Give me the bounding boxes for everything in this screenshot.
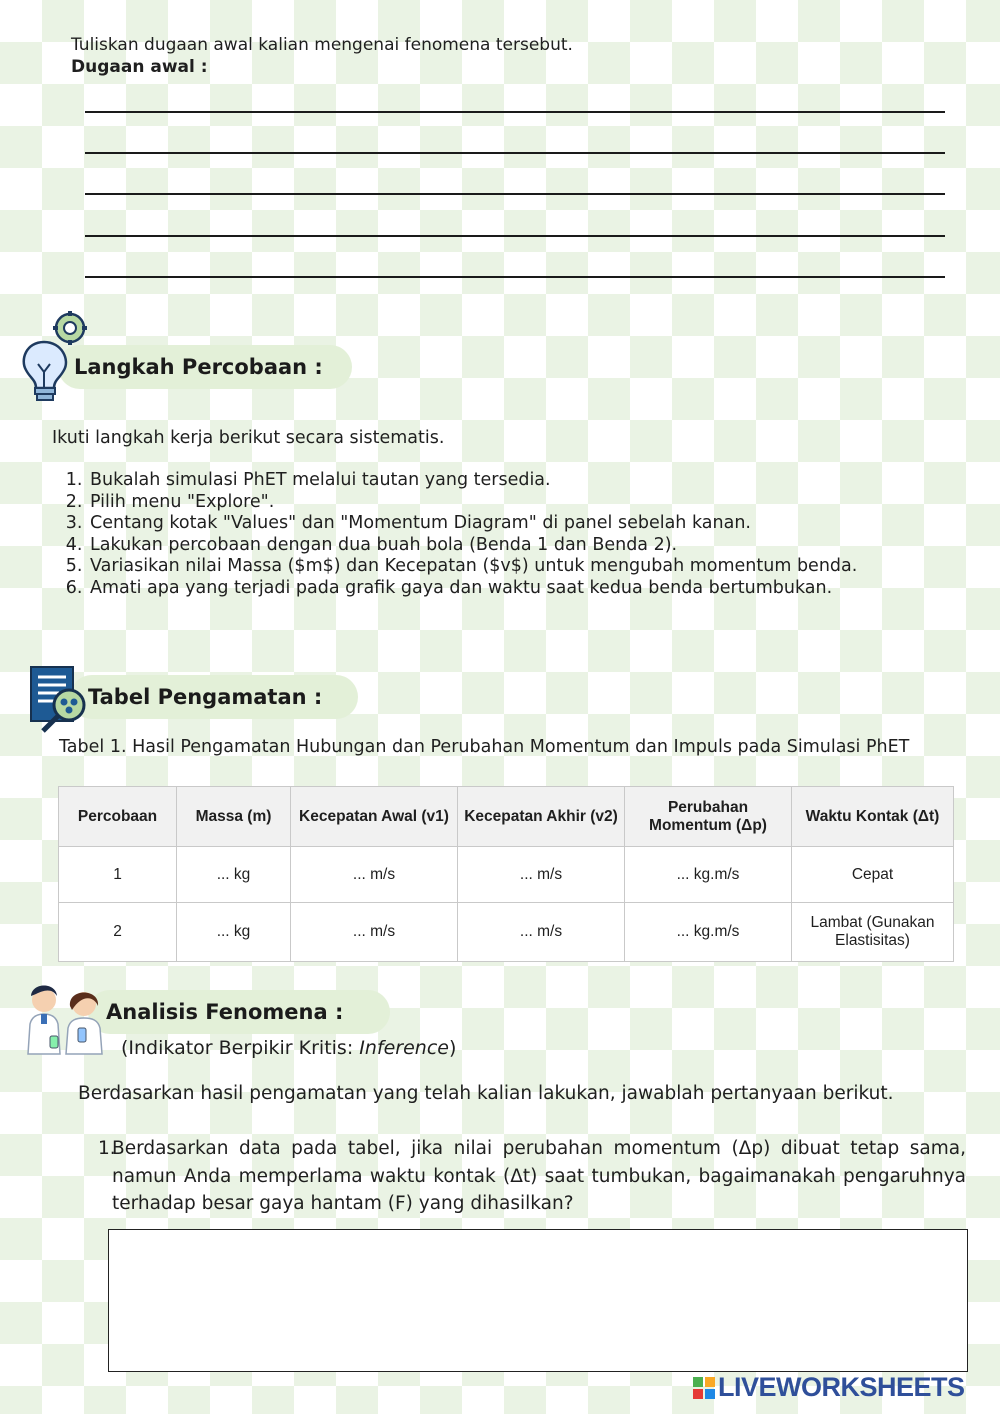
- table-cell: 1: [59, 847, 177, 903]
- steps-intro: Ikuti langkah kerja berikut secara sistematis.: [52, 428, 445, 448]
- table-cell[interactable]: ... m/s: [291, 903, 458, 962]
- liveworksheets-logo-icon: [693, 1377, 715, 1399]
- column-header: Waktu Kontak (Δt): [792, 787, 954, 847]
- hypothesis-answer-line[interactable]: [85, 111, 945, 113]
- hypothesis-instruction: Tuliskan dugaan awal kalian mengenai fenomena tersebut.: [71, 35, 573, 55]
- column-header: Perubahan Momentum (Δp): [625, 787, 792, 847]
- steps-list: [60, 470, 948, 599]
- lightbulb-gear-icon: [18, 308, 94, 406]
- table-cell[interactable]: ... kg: [177, 903, 291, 962]
- indicator-note: [121, 1037, 456, 1059]
- steps-section-header: [58, 345, 352, 389]
- list-item: 3. Centang kotak "Values" dan "Momentum Diagram" di panel sebelah kanan.: [88, 513, 948, 535]
- table-row: [59, 903, 954, 962]
- hypothesis-answer-line[interactable]: [85, 152, 945, 154]
- list-item: 2. Pilih menu "Explore".: [88, 492, 948, 514]
- table-cell[interactable]: ... kg.m/s: [625, 847, 792, 903]
- table-cell[interactable]: ... m/s: [458, 903, 625, 962]
- table-cell[interactable]: ... kg: [177, 847, 291, 903]
- list-item: 1. Bukalah simulasi PhET melalui tautan yang tersedia.: [88, 470, 948, 492]
- indicator-term: Inference: [359, 1037, 449, 1059]
- hypothesis-label: Dugaan awal :: [71, 57, 208, 77]
- table-caption: Tabel 1. Hasil Pengamatan Hubungan dan Perubahan Momentum dan Impuls pada Simulasi PhET: [59, 737, 910, 757]
- question-number: 1.: [98, 1138, 116, 1159]
- table-section-header: [70, 675, 358, 719]
- scientists-illustration-icon: [22, 970, 110, 1056]
- document-magnifier-icon: [29, 665, 91, 735]
- table-section-title: Tabel Pengamatan :: [88, 685, 323, 709]
- hypothesis-intro: [71, 34, 573, 78]
- indicator-prefix: (Indikator Berpikir Kritis:: [121, 1037, 360, 1059]
- question-text: Berdasarkan data pada tabel, jika nilai perubahan momentum (Δp) dibuat tetap sama, namun Anda memperlama waktu kontak (Δt) saat tumbukan, bagaimanakah pengaruhnya terhadap besar gaya hantam (F) yang dihasilkan?: [112, 1138, 966, 1214]
- table-cell[interactable]: ... m/s: [458, 847, 625, 903]
- hypothesis-answer-line[interactable]: [85, 193, 945, 195]
- brand-footer: [693, 1372, 965, 1403]
- hypothesis-answer-line[interactable]: [85, 276, 945, 278]
- table-cell: Lambat (Gunakan Elastisitas): [792, 903, 954, 962]
- table-cell: 2: [59, 903, 177, 962]
- column-header: Percobaan: [59, 787, 177, 847]
- question-1: [98, 1135, 966, 1218]
- column-header: Kecepatan Akhir (v2): [458, 787, 625, 847]
- table-cell[interactable]: ... kg.m/s: [625, 903, 792, 962]
- list-item: 6. Amati apa yang terjadi pada grafik gaya dan waktu saat kedua benda bertumbukan.: [88, 578, 948, 600]
- indicator-suffix: ): [448, 1037, 457, 1059]
- answer-textbox[interactable]: [108, 1229, 968, 1372]
- list-item: 5. Variasikan nilai Massa ($m$) dan Kecepatan ($v$) untuk mengubah momentum benda.: [88, 556, 948, 578]
- hypothesis-answer-line[interactable]: [85, 235, 945, 237]
- brand-name: LIVEWORKSHEETS: [718, 1372, 965, 1402]
- steps-section-title: Langkah Percobaan :: [74, 355, 323, 379]
- analysis-intro: Berdasarkan hasil pengamatan yang telah kalian lakukan, jawablah pertanyaan berikut.: [78, 1083, 894, 1104]
- observation-table: [58, 786, 954, 962]
- table-cell[interactable]: ... m/s: [291, 847, 458, 903]
- table-row: [59, 847, 954, 903]
- analysis-section-header: [88, 990, 390, 1034]
- list-item: 4. Lakukan percobaan dengan dua buah bola (Benda 1 dan Benda 2).: [88, 535, 948, 557]
- analysis-section-title: Analisis Fenomena :: [106, 1000, 344, 1024]
- column-header: Kecepatan Awal (v1): [291, 787, 458, 847]
- table-cell: Cepat: [792, 847, 954, 903]
- table-header-row: [59, 787, 954, 847]
- column-header: Massa (m): [177, 787, 291, 847]
